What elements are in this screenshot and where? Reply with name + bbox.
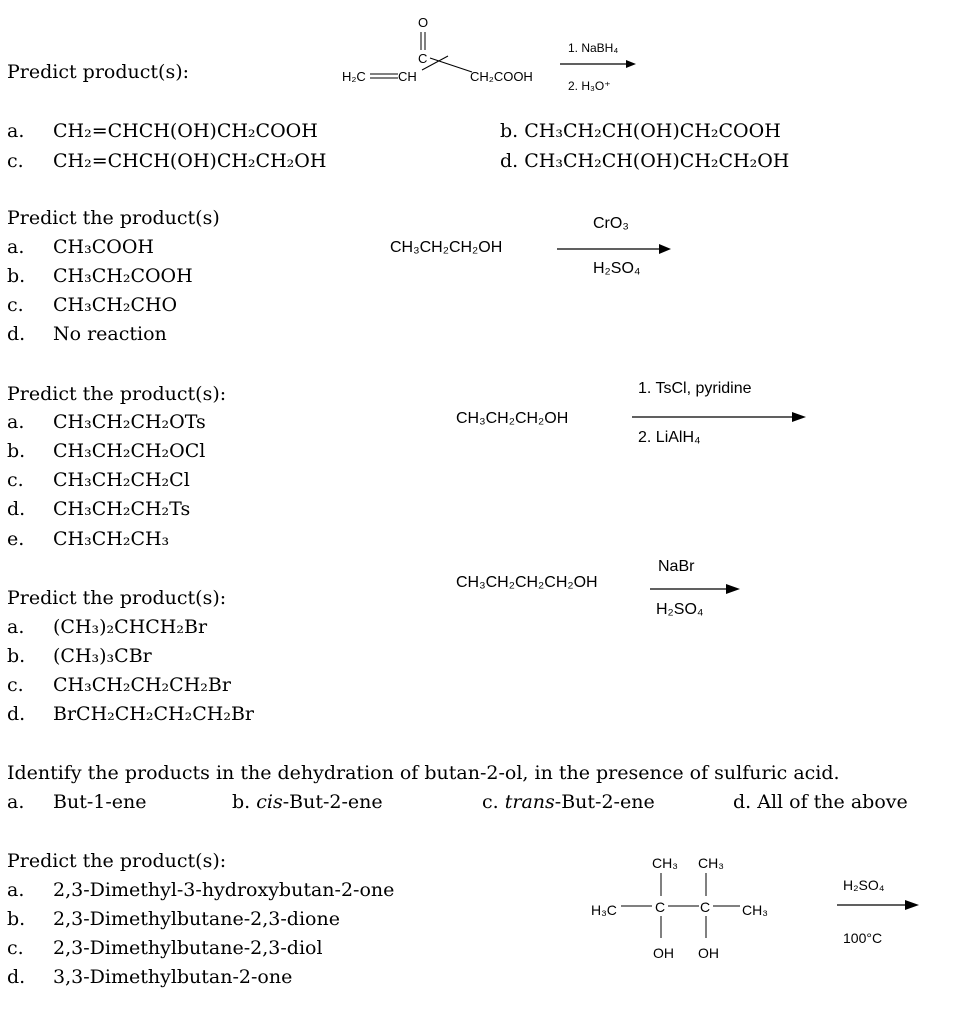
q2-reagent-top: CrO₃: [593, 215, 629, 232]
q1-option-a[interactable]: a. CH₂=CHCH(OH)CH₂COOH: [7, 120, 318, 142]
q2-option-b[interactable]: b. CH₃CH₂COOH: [7, 265, 193, 287]
q1-reactant-structure: [330, 8, 660, 98]
q6-bottom-left-oh: OH: [653, 945, 674, 961]
q6-top-right-ch3: CH₃: [698, 855, 724, 871]
q2-arrow-icon: [555, 242, 675, 256]
q3-arrow-icon: [630, 410, 810, 424]
q1-carbonyl-o: O: [418, 15, 429, 30]
q3-option-c[interactable]: c. CH₃CH₂CH₂Cl: [7, 469, 190, 491]
q6-prompt: Predict the product(s):: [7, 850, 227, 872]
q1-option-c[interactable]: c. CH₂=CHCH(OH)CH₂CH₂OH: [7, 150, 327, 172]
q1-ch2cooh: CH₂COOH: [470, 69, 533, 84]
q6-h3c: H₃C: [591, 902, 617, 918]
q2-option-d[interactable]: d. No reaction: [7, 323, 167, 345]
q6-reagent-top: H₂SO₄: [843, 877, 885, 893]
q3-option-b[interactable]: b. CH₃CH₂CH₂OCl: [7, 440, 206, 462]
q5-option-c[interactable]: c. trans-But-2-ene: [482, 791, 655, 813]
q3-prompt: Predict the product(s):: [7, 383, 227, 405]
q6-reagent-bottom: 100°C: [843, 930, 883, 946]
q5-option-d[interactable]: d. All of the above: [733, 791, 908, 813]
q2-prompt: Predict the product(s): [7, 207, 220, 229]
q3-option-e[interactable]: e. CH₃CH₂CH₃: [7, 528, 170, 550]
q2-option-c[interactable]: c. CH₃CH₂CHO: [7, 294, 178, 316]
q6-c2: C: [700, 899, 711, 915]
q3-reagent-top: 1. TsCl, pyridine: [638, 380, 752, 397]
q6-structure-and-reagents: [585, 848, 945, 968]
q4-reactant: CH₃CH₂CH₂CH₂OH: [456, 574, 598, 591]
q3-reagent-bottom: 2. LiAlH₄: [638, 429, 701, 446]
q4-option-b[interactable]: b. (CH₃)₃CBr: [7, 645, 152, 667]
q5-option-a[interactable]: a. But-1-ene: [7, 791, 147, 813]
q1-carbonyl-c: C: [418, 51, 428, 66]
q1-option-b[interactable]: b. CH₃CH₂CH(OH)CH₂COOH: [500, 120, 781, 142]
q6-c1: C: [655, 899, 666, 915]
q2-reagent-bottom: H₂SO₄: [593, 260, 641, 277]
q1-h2c: H₂C: [342, 69, 366, 84]
q6-option-c[interactable]: c. 2,3-Dimethylbutane-2,3-diol: [7, 937, 323, 959]
q2-reactant: CH₃CH₂CH₂OH: [390, 239, 503, 256]
q6-option-a[interactable]: a. 2,3-Dimethyl-3-hydroxybutan-2-one: [7, 879, 395, 901]
q2-option-a[interactable]: a. CH₃COOH: [7, 236, 154, 258]
q1-prompt: Predict product(s):: [7, 61, 190, 83]
q6-right-ch3: CH₃: [742, 902, 768, 918]
q1-reagent-2: 2. H₃O⁺: [568, 79, 611, 93]
q6-arrow-icon: [905, 900, 919, 910]
q4-option-d[interactable]: d. BrCH₂CH₂CH₂CH₂Br: [7, 703, 254, 725]
q3-reactant: CH₃CH₂CH₂OH: [456, 410, 569, 427]
q4-option-a[interactable]: a. (CH₃)₂CHCH₂Br: [7, 616, 208, 638]
q4-reagent-top: NaBr: [658, 558, 695, 575]
q6-bottom-right-oh: OH: [698, 945, 719, 961]
q3-option-d[interactable]: d. CH₃CH₂CH₂Ts: [7, 498, 191, 520]
q4-option-c[interactable]: c. CH₃CH₂CH₂CH₂Br: [7, 674, 231, 696]
q1-ch: CH: [398, 69, 417, 84]
q1-reagent-1: 1. NaBH₄: [568, 41, 619, 55]
q4-arrow-icon: [648, 582, 743, 596]
q6-option-b[interactable]: b. 2,3-Dimethylbutane-2,3-dione: [7, 908, 340, 930]
q1-arrow-icon: [626, 60, 636, 68]
q4-reagent-bottom: H₂SO₄: [656, 601, 704, 618]
q6-option-d[interactable]: d. 3,3-Dimethylbutan-2-one: [7, 966, 293, 988]
q6-top-left-ch3: CH₃: [652, 855, 678, 871]
q5-option-b[interactable]: b. cis-But-2-ene: [232, 791, 383, 813]
q3-option-a[interactable]: a. CH₃CH₂CH₂OTs: [7, 411, 206, 433]
q5-prompt: Identify the products in the dehydration of butan-2-ol, in the presence of sulfuric acid.: [7, 762, 840, 784]
q4-prompt: Predict the product(s):: [7, 587, 227, 609]
q1-option-d[interactable]: d. CH₃CH₂CH(OH)CH₂CH₂OH: [500, 150, 790, 172]
